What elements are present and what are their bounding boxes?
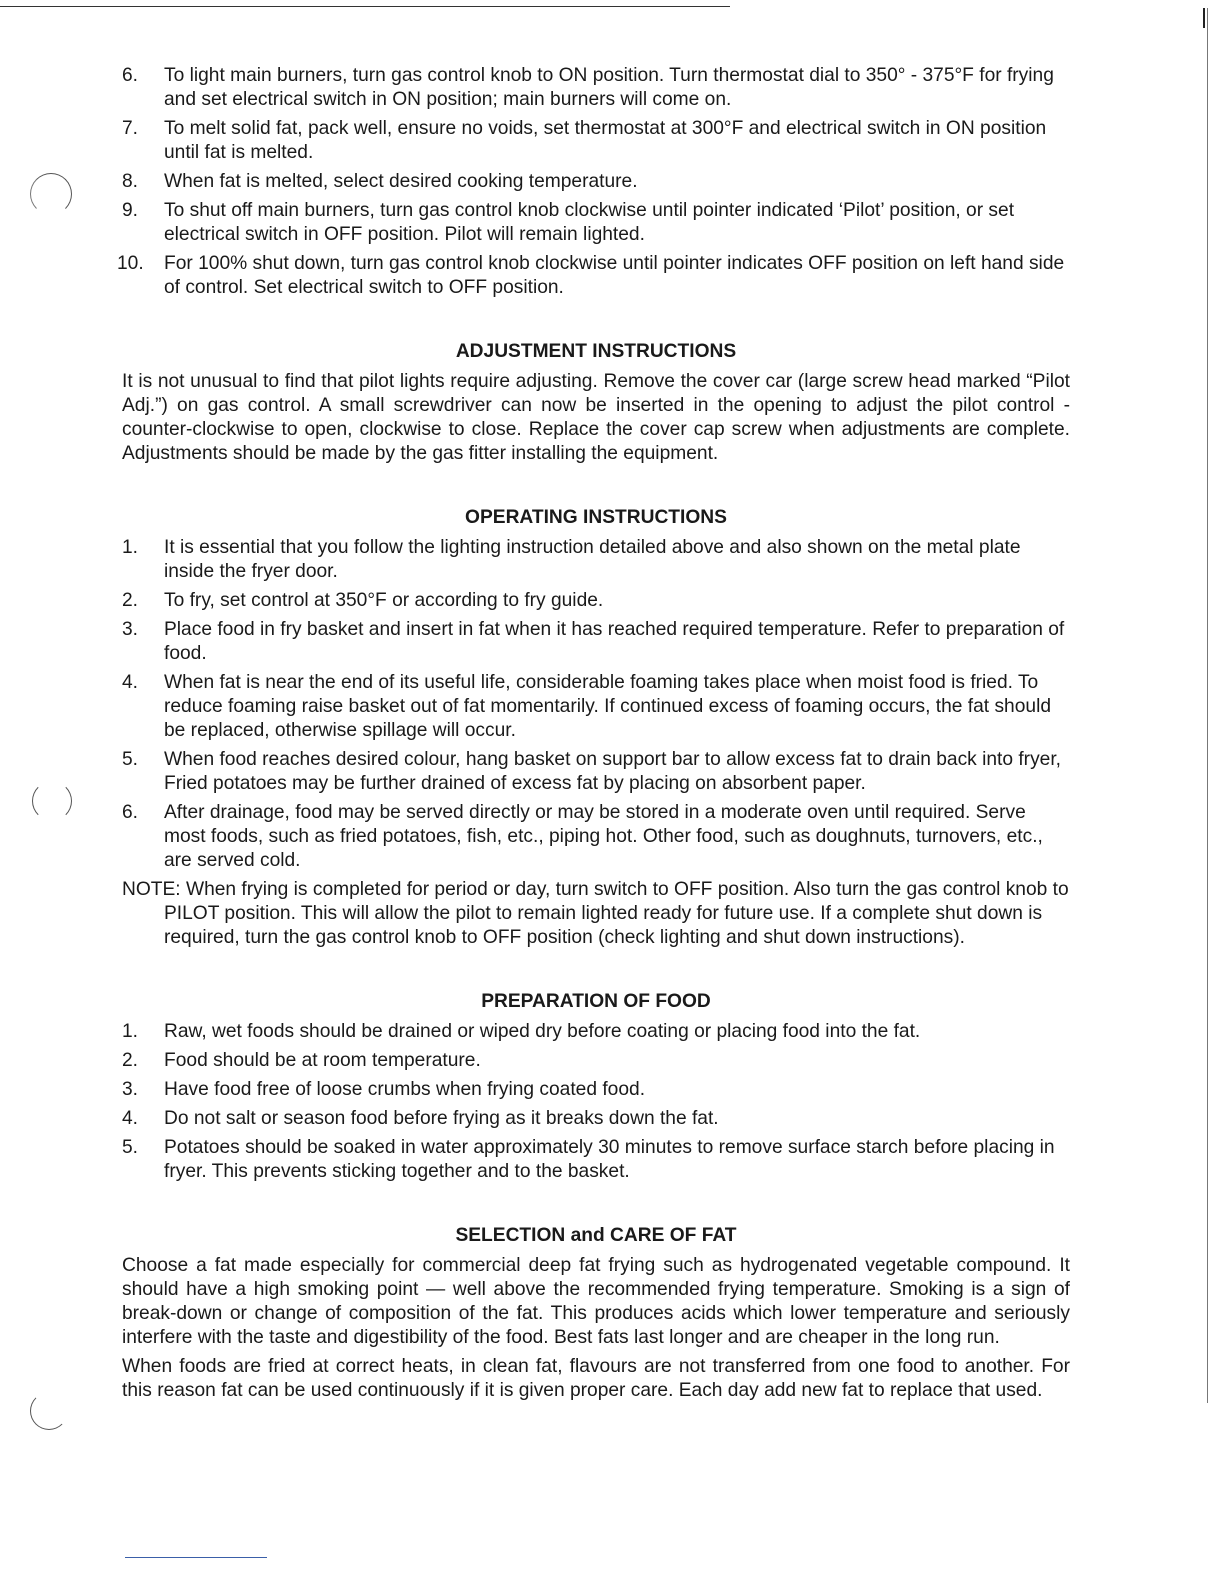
list-item — [122, 536, 1070, 584]
preparation-heading: PREPARATION OF FOOD — [481, 991, 711, 1012]
item-number: 1. — [122, 537, 139, 558]
list-item — [122, 64, 1070, 112]
document-body — [117, 64, 1070, 1408]
item-number: 8. — [122, 171, 139, 192]
list-item — [122, 199, 1070, 247]
item-number: 6. — [122, 802, 139, 823]
item-text: Place food in fry basket and insert in fat when it has reached required temperature. Refer to preparation of food. — [164, 619, 1065, 664]
binder-hole-middle — [32, 781, 72, 821]
list-item — [122, 671, 1070, 743]
top-scan-rule — [0, 6, 730, 7]
item-text: Do not salt or season food before frying as it breaks down the fat. — [164, 1108, 719, 1129]
item-text: After drainage, food may be served directly or may be stored in a moderate oven until required. Serve most foods, such as fried potatoes, fish, etc., piping hot. Other food, such as doughnuts, turnovers, etc., are served cold. — [164, 802, 1043, 871]
item-number: 9. — [122, 200, 139, 221]
item-text: Have food free of loose crumbs when frying coated food. — [164, 1079, 646, 1100]
item-number: 10. — [117, 253, 144, 274]
list-item — [122, 589, 1070, 613]
list-item — [122, 1049, 1070, 1073]
item-number: 5. — [122, 1137, 139, 1158]
binder-hole-top — [30, 173, 72, 215]
item-number: 6. — [122, 65, 139, 86]
item-text: When food reaches desired colour, hang basket on support bar to allow excess fat to drain back into fryer, Fried potatoes may be further drained of excess fat by placing on absorbent paper. — [164, 749, 1061, 794]
list-item — [122, 1020, 1070, 1044]
item-text: Potatoes should be soaked in water approximately 30 minutes to remove surface starch before placing in fryer. This prevents sticking together and to the basket. — [164, 1137, 1055, 1182]
item-text: To shut off main burners, turn gas control knob clockwise until pointer indicated ‘Pilot’ position, or set electrical switch in OFF position. Pilot will remain lighted. — [164, 200, 1015, 245]
item-number: 3. — [122, 619, 139, 640]
operating-list — [122, 536, 1070, 873]
item-text: To light main burners, turn gas control knob to ON position. Turn thermostat dial to 350° - 375°F for frying and set electrical switch in ON position; main burners will come on. — [164, 65, 1054, 110]
item-text: It is essential that you follow the lighting instruction detailed above and also shown on the metal plate inside the fryer door. — [164, 537, 1021, 582]
list-item — [122, 1078, 1070, 1102]
footnote-rule — [125, 1557, 267, 1558]
binder-hole-bottom — [30, 1392, 68, 1430]
list-item — [122, 1136, 1070, 1184]
item-text: To fry, set control at 350°F or according to fry guide. — [164, 590, 604, 611]
list-item — [122, 801, 1070, 873]
item-text: When fat is melted, select desired cooking temperature. — [164, 171, 638, 192]
item-text: For 100% shut down, turn gas control knob clockwise until pointer indicates OFF position on left hand side of control. Set electrical switch to OFF position. — [164, 253, 1065, 298]
right-scan-tick — [1203, 8, 1208, 28]
list-item — [122, 170, 1070, 194]
list-item — [117, 252, 1070, 300]
selection-heading: SELECTION and CARE OF FAT — [455, 1225, 737, 1246]
operating-heading: OPERATING INSTRUCTIONS — [465, 507, 727, 528]
item-text: When fat is near the end of its useful life, considerable foaming takes place when moist food is fried. To reduce foaming raise basket out of fat momentarily. If continued excess of foaming occurs, the fat should be replaced, otherwise spillage will occur. — [164, 672, 1051, 741]
item-number: 2. — [122, 1050, 139, 1071]
lighting-list — [117, 64, 1070, 300]
item-text: Raw, wet foods should be drained or wiped dry before coating or placing food into the fat. — [164, 1021, 921, 1042]
adjustment-paragraph: It is not unusual to find that pilot lights require adjusting. Remove the cover car (large screw head marked “Pilot Adj.”) on gas control. A small screwdriver can now be inserted in the opening to adjust the pilot control - counter-clockwise to open, clockwise to close. Replace the cover cap screw when adjustments are complete. Adjustments should be made by the gas fitter installing the equipment. — [122, 371, 1070, 464]
item-number: 7. — [122, 118, 139, 139]
list-item — [122, 748, 1070, 796]
item-text: Food should be at room temperature. — [164, 1050, 481, 1071]
item-number: 3. — [122, 1079, 139, 1100]
preparation-list — [122, 1020, 1070, 1184]
adjustment-heading: ADJUSTMENT INSTRUCTIONS — [455, 341, 737, 362]
item-number: 4. — [122, 672, 139, 693]
item-number: 5. — [122, 749, 139, 770]
list-item — [122, 618, 1070, 666]
item-number: 4. — [122, 1108, 139, 1129]
operating-note: NOTE: When frying is completed for period or day, turn switch to OFF position. Also turn the gas control knob to PILOT position. This will allow the pilot to remain lighted ready for future use. If a complete shut down is required, turn the gas control knob to OFF position (check lighting and shut down instructions). — [122, 879, 1069, 948]
right-scan-edge — [1207, 8, 1208, 1403]
item-text: To melt solid fat, pack well, ensure no voids, set thermostat at 300°F and electrical switch in ON position until fat is melted. — [164, 118, 1047, 163]
item-number: 1. — [122, 1021, 139, 1042]
item-number: 2. — [122, 590, 139, 611]
selection-paragraph: When foods are fried at correct heats, in clean fat, flavours are not transferred from one food to another. For this reason fat can be used continuously if it is given proper care. Each day add new fat to replace that used. — [122, 1356, 1070, 1401]
selection-paragraph: Choose a fat made especially for commercial deep fat frying such as hydrogenated vegetable compound. It should have a high smoking point — well above the recommended frying temperature. Smoking is a sign of break-down or change of composition of the fat. This produces acids which lower temperature and seriously interfere with the taste and digestibility of the food. Best fats last longer and are cheaper in the long run. — [122, 1255, 1070, 1348]
list-item — [122, 117, 1070, 165]
list-item — [122, 1107, 1070, 1131]
